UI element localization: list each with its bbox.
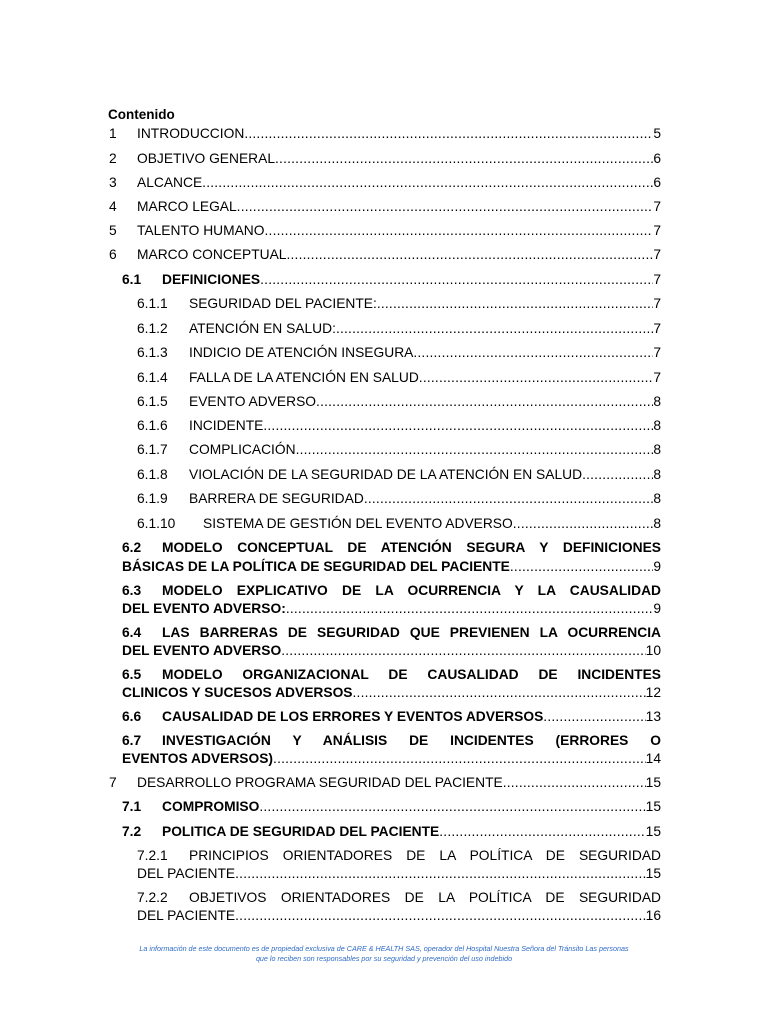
toc-entry-number: 2 (109, 151, 117, 166)
toc-entry-text: LAS BARRERAS DE SEGURIDAD QUE PREVIENEN LA OCURRENCIA (162, 625, 661, 640)
toc-entry-leader (162, 707, 661, 727)
toc-entry-page: 9 (653, 601, 661, 616)
toc-entry-text: SEGURIDAD DEL PACIENTE: (189, 296, 377, 311)
toc-entry-number: 6.4 (122, 625, 142, 640)
leader-dots (265, 221, 654, 241)
toc-entry-number: 7.1 (122, 799, 142, 814)
footer-line-2: que lo reciben son responsables por su seguridad y prevención del uso indebido (255, 954, 513, 963)
toc-entry-2[interactable] (0, 149, 768, 169)
toc-entry-leader (189, 416, 661, 436)
toc-entry-1[interactable] (0, 124, 768, 144)
toc-entry-6-1-3[interactable] (0, 343, 768, 363)
toc-entry-6-7-line2[interactable] (0, 749, 768, 769)
toc-entry-text: CLINICOS Y SUCESOS ADVERSOS (122, 685, 353, 700)
toc-entry-leader (189, 465, 661, 485)
leader-dots (281, 641, 645, 661)
toc-entry-7-2[interactable] (0, 822, 768, 842)
toc-entry-text: MODELO ORGANIZACIONAL DE CAUSALIDAD DE INCIDENTES (162, 667, 661, 682)
toc-entry-6-5-line2[interactable] (0, 683, 768, 703)
leader-dots (510, 557, 653, 577)
toc-entry-number: 6.1.8 (137, 467, 168, 482)
toc-entry-text: COMPLICACIÓN (189, 442, 296, 457)
toc-entry-text: DEL EVENTO ADVERSO: (122, 601, 286, 616)
toc-entry-page: 8 (653, 394, 661, 409)
toc-entry-number: 6.3 (122, 583, 142, 598)
toc-entry-number: 4 (109, 199, 117, 214)
toc-entry-page: 8 (653, 442, 661, 457)
toc-entry-page: 7 (653, 296, 661, 311)
leader-dots (582, 465, 653, 485)
toc-entry-text: TALENTO HUMANO (137, 223, 265, 238)
toc-entry-text: MARCO CONCEPTUAL (137, 247, 287, 262)
toc-entry-number: 6.1.5 (137, 394, 168, 409)
toc-entry-text: INVESTIGACIÓN Y ANÁLISIS DE INCIDENTES (ERRORES O (162, 733, 661, 748)
leader-dots (235, 864, 646, 884)
toc-entry-leader (162, 822, 661, 842)
toc-entry-text: EVENTO ADVERSO (189, 394, 317, 409)
toc-entry-number: 6.1.2 (137, 321, 168, 336)
toc-entry-page: 7 (653, 321, 661, 336)
toc-entry-page: 6 (653, 175, 661, 190)
toc-entry-leader (189, 368, 661, 388)
toc-entry-6-1-8[interactable] (0, 465, 768, 485)
toc-entry-text: DEL PACIENTE (137, 866, 236, 881)
toc-entry-7-2-1-line1[interactable] (0, 846, 768, 866)
toc-entry-text: ALCANCE (137, 175, 203, 190)
leader-dots (316, 392, 653, 412)
toc-entry-6-4-line1[interactable] (0, 623, 768, 643)
leader-dots (202, 173, 653, 193)
toc-entry-7-1[interactable] (0, 797, 768, 817)
toc-entry-page: 8 (653, 418, 661, 433)
toc-entry-leader (189, 343, 661, 363)
leader-dots (235, 906, 646, 926)
toc-entry-leader (203, 514, 661, 534)
toc-entry-7-2-2-line1[interactable] (0, 888, 768, 908)
toc-entry-text: COMPROMISO (162, 799, 260, 814)
toc-entry-3[interactable] (0, 173, 768, 193)
toc-entry-text: INTRODUCCION (137, 126, 245, 141)
toc-entry-page: 7 (653, 345, 661, 360)
toc-entry-leader (189, 440, 661, 460)
toc-entry-text: ATENCIÓN EN SALUD: (189, 321, 336, 336)
toc-entry-6-1-2[interactable] (0, 319, 768, 339)
toc-entry-leader (189, 392, 661, 412)
toc-entry-6-5-line1[interactable] (0, 665, 768, 685)
toc-entry-page: 15 (645, 775, 661, 790)
toc-entry-number: 3 (109, 175, 117, 190)
toc-entry-4[interactable] (0, 197, 768, 217)
toc-entry-number: 5 (109, 223, 117, 238)
toc-entry-text: OBJETIVOS ORIENTADORES DE LA POLÍTICA DE SEGURIDAD (189, 890, 661, 905)
toc-entry-page: 12 (645, 685, 661, 700)
leader-dots (273, 749, 646, 769)
toc-entry-page: 15 (645, 866, 661, 881)
toc-entry-leader (122, 557, 661, 577)
toc-entry-leader (189, 489, 661, 509)
toc-entry-6-6[interactable] (0, 707, 768, 727)
toc-entry-number: 6.1 (122, 272, 142, 287)
toc-entry-leader (162, 270, 661, 290)
leader-dots (275, 149, 653, 169)
toc-entry-text: FALLA DE LA ATENCIÓN EN SALUD (189, 370, 419, 385)
toc-entry-leader (122, 749, 661, 769)
leader-dots (364, 489, 654, 509)
toc-entry-7[interactable] (0, 773, 768, 793)
toc-entry-6-1-10[interactable] (0, 514, 768, 534)
toc-entry-number: 7.2 (122, 824, 142, 839)
toc-entry-text: DEFINICIONES (162, 272, 261, 287)
toc-entry-number: 6.1.4 (137, 370, 168, 385)
leader-dots (336, 319, 653, 339)
toc-entry-number: 6.7 (122, 733, 142, 748)
toc-entry-7-2-1-line2[interactable] (0, 864, 768, 884)
toc-entry-text: BÁSICAS DE LA POLÍTICA DE SEGURIDAD DEL PACIENTE (122, 559, 510, 574)
leader-dots (260, 270, 653, 290)
toc-entry-6-1-6[interactable] (0, 416, 768, 436)
toc-entry-number: 7.2.2 (137, 890, 168, 905)
leader-dots (244, 124, 653, 144)
toc-entry-number: 6 (109, 247, 117, 262)
toc-entry-text: PRINCIPIOS ORIENTADORES DE LA POLÍTICA DE SEGURIDAD (189, 848, 661, 863)
leader-dots (439, 822, 645, 842)
toc-entry-text: DEL EVENTO ADVERSO (122, 643, 282, 658)
toc-entry-leader (122, 683, 661, 703)
toc-entry-6-3-line1[interactable] (0, 581, 768, 601)
toc-entry-text: EVENTOS ADVERSOS) (122, 751, 274, 766)
toc-entry-number: 6.1.1 (137, 296, 168, 311)
toc-entry-page: 8 (653, 516, 661, 531)
toc-entry-leader (137, 864, 661, 884)
toc-entry-6-1-1[interactable] (0, 294, 768, 314)
toc-entry-page: 7 (653, 223, 661, 238)
toc-entry-6-2-line1[interactable] (0, 538, 768, 558)
toc-entry-number: 7 (109, 775, 117, 790)
toc-entry-page: 7 (653, 199, 661, 214)
toc-entry-page: 10 (645, 643, 661, 658)
toc-entry-number: 6.1.6 (137, 418, 168, 433)
toc-entry-6-7-line1[interactable] (0, 731, 768, 751)
toc-entry-number: 6.1.7 (137, 442, 168, 457)
toc-entry-page: 8 (653, 467, 661, 482)
toc-entry-number: 7.2.1 (137, 848, 168, 863)
toc-entry-text: SISTEMA DE GESTIÓN DEL EVENTO ADVERSO (203, 516, 513, 531)
toc-entry-6-1-7[interactable] (0, 440, 768, 460)
toc-entry-page: 15 (645, 799, 661, 814)
toc-entry-6-1-4[interactable] (0, 368, 768, 388)
leader-dots (259, 797, 645, 817)
toc-entry-text: POLITICA DE SEGURIDAD DEL PACIENTE (162, 824, 440, 839)
toc-entry-text: DESARROLLO PROGRAMA SEGURIDAD DEL PACIENTE (137, 775, 503, 790)
toc-entry-leader (122, 599, 661, 619)
toc-entry-leader (137, 906, 661, 926)
toc-entry-text: MODELO CONCEPTUAL DE ATENCIÓN SEGURA Y DEFINICIONES (162, 540, 661, 555)
toc-entry-page: 8 (653, 491, 661, 506)
toc-entry-leader (122, 641, 661, 661)
leader-dots (286, 245, 653, 265)
toc-entry-number: 6.1.10 (137, 516, 176, 531)
footer-line-1: La información de este documento es de propiedad exclusiva de CARE & HEALTH SAS, operador del Hospital Nuestra Señora del Tránsito Las personas (139, 944, 629, 953)
leader-dots (377, 294, 653, 314)
toc-entry-6-1-5[interactable] (0, 392, 768, 412)
toc-entry-text: INDICIO DE ATENCIÓN INSEGURA (189, 345, 414, 360)
toc-entry-page: 9 (653, 559, 661, 574)
toc-entry-number: 6.6 (122, 709, 142, 724)
toc-entry-text: MARCO LEGAL (137, 199, 237, 214)
toc-entry-page: 13 (645, 709, 661, 724)
leader-dots (353, 683, 646, 703)
toc-entry-leader (137, 124, 661, 144)
toc-entry-text: MODELO EXPLICATIVO DE LA OCURRENCIA Y LA CAUSALIDAD (162, 583, 661, 598)
leader-dots (296, 440, 654, 460)
toc-entry-6-1[interactable] (0, 270, 768, 290)
toc-entry-page: 5 (653, 126, 661, 141)
toc-entry-text: CAUSALIDAD DE LOS ERRORES Y EVENTOS ADVERSOS (162, 709, 544, 724)
toc-entry-leader (137, 197, 661, 217)
toc-entry-page: 14 (645, 751, 661, 766)
toc-entry-leader (189, 319, 661, 339)
toc-entry-page: 15 (645, 824, 661, 839)
toc-entry-6-1-9[interactable] (0, 489, 768, 509)
toc-entry-5[interactable] (0, 221, 768, 241)
toc-entry-leader (137, 773, 661, 793)
leader-dots (543, 707, 645, 727)
toc-entry-leader (189, 294, 661, 314)
toc-entry-number: 6.5 (122, 667, 142, 682)
toc-entry-text: VIOLACIÓN DE LA SEGURIDAD DE LA ATENCIÓN EN SALUD (189, 467, 583, 482)
leader-dots (237, 197, 654, 217)
toc-entry-page: 7 (653, 272, 661, 287)
leader-dots (513, 514, 654, 534)
leader-dots (419, 368, 654, 388)
toc-entry-6[interactable] (0, 245, 768, 265)
toc-entry-6-2-line2[interactable] (0, 557, 768, 577)
toc-entry-page: 7 (653, 247, 661, 262)
toc-entry-text: INCIDENTE (189, 418, 264, 433)
toc-entry-leader (137, 221, 661, 241)
toc-entry-leader (137, 149, 661, 169)
toc-entry-number: 6.2 (122, 540, 142, 555)
leader-dots (503, 773, 646, 793)
toc-entry-7-2-2-line2[interactable] (0, 906, 768, 926)
leader-dots (413, 343, 653, 363)
toc-entry-leader (137, 173, 661, 193)
toc-entry-page: 16 (645, 908, 661, 923)
toc-entry-number: 1 (109, 126, 117, 141)
toc-entry-number: 6.1.3 (137, 345, 168, 360)
toc-entry-leader (162, 797, 661, 817)
toc-title: Contenido (108, 107, 175, 122)
toc-entry-6-3-line2[interactable] (0, 599, 768, 619)
toc-entry-page: 7 (653, 370, 661, 385)
toc-entry-text: BARRERA DE SEGURIDAD (189, 491, 364, 506)
leader-dots (286, 599, 654, 619)
toc-entry-text: DEL PACIENTE (137, 908, 236, 923)
toc-entry-6-4-line2[interactable] (0, 641, 768, 661)
toc-entry-number: 6.1.9 (137, 491, 168, 506)
toc-entry-leader (137, 245, 661, 265)
toc-entry-text: OBJETIVO GENERAL (137, 151, 276, 166)
page-footer (100, 944, 668, 964)
leader-dots (263, 416, 653, 436)
toc-entry-page: 6 (653, 151, 661, 166)
